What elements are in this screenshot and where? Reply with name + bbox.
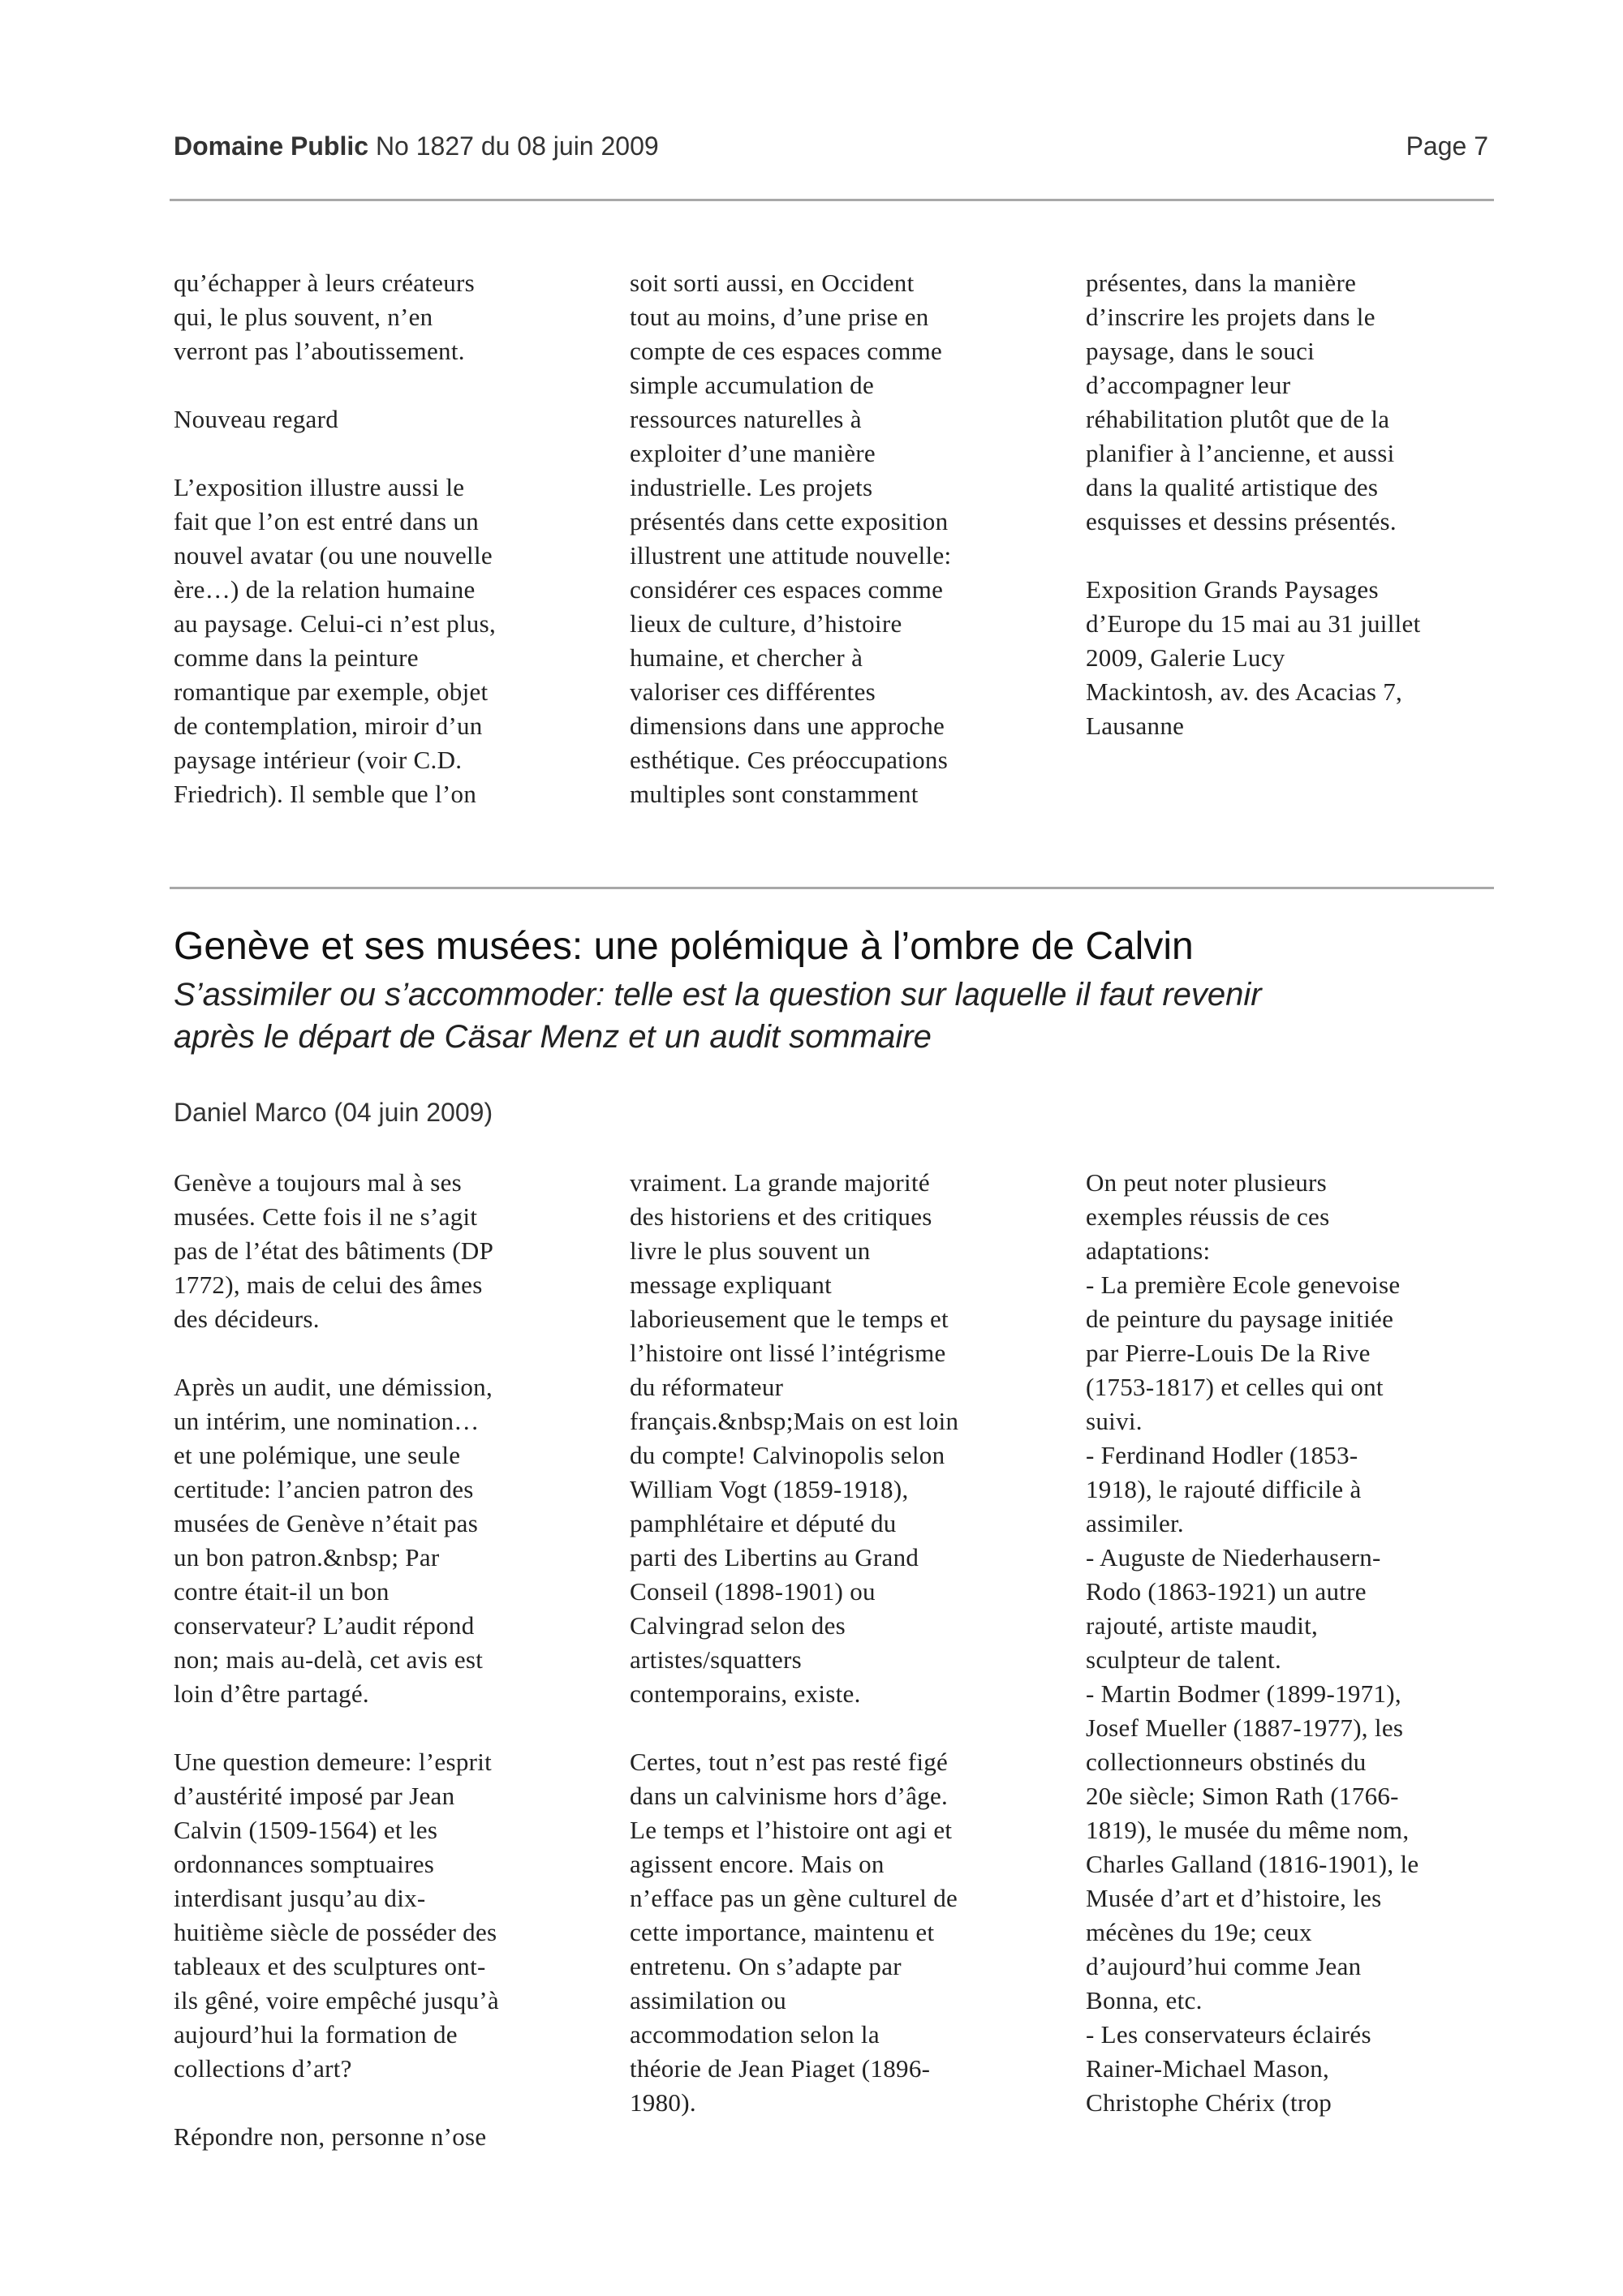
exhibition-info	[1086, 573, 1508, 743]
article-byline: Daniel Marco (04 juin 2009)	[174, 1098, 493, 1127]
text-line: esthétique. Ces préoccupations	[630, 746, 949, 774]
text-line: des décideurs.	[174, 1305, 320, 1333]
text-line: laborieusement que le temps et	[630, 1305, 949, 1333]
text-line: artistes/squatters	[630, 1645, 803, 1674]
paragraph	[174, 2120, 596, 2154]
text-line: l’histoire ont lissé l’intégrisme	[630, 1339, 946, 1367]
text-line: - Les conservateurs éclairés	[1086, 2020, 1371, 2049]
text-line: du compte! Calvinopolis selon	[630, 1441, 945, 1469]
text-line: William Vogt (1859-1918),	[630, 1475, 909, 1503]
text-line: soit sorti aussi, en Occident	[630, 269, 915, 297]
text-line: par Pierre-Louis De la Rive	[1086, 1339, 1371, 1367]
text-line: n’efface pas un gène culturel de	[630, 1884, 958, 1912]
text-line: du réformateur	[630, 1373, 784, 1401]
text-line: présentes, dans la manière	[1086, 269, 1357, 297]
text-line: huitième siècle de posséder des	[174, 1918, 497, 1946]
text-line: 20e siècle; Simon Rath (1766-	[1086, 1782, 1399, 1810]
text-line: verront pas l’aboutissement.	[174, 337, 465, 365]
prev-article-column-2	[630, 266, 1052, 811]
text-line: Répondre non, personne n’ose	[174, 2122, 487, 2151]
text-line: suivi.	[1086, 1407, 1143, 1435]
paragraph	[1086, 1166, 1508, 2120]
text-line: Charles Galland (1816-1901), le	[1086, 1850, 1419, 1878]
text-line: Calvin (1509-1564) et les	[174, 1816, 438, 1844]
text-line: Rainer-Michael Mason,	[1086, 2054, 1330, 2083]
text-line: ère…) de la relation humaine	[174, 575, 476, 604]
text-line: 1980).	[630, 2088, 696, 2117]
text-line: Bonna, etc.	[1086, 1986, 1203, 2014]
text-line: Mackintosh, av. des Acacias 7,	[1086, 677, 1403, 706]
text-line: cette importance, maintenu et	[630, 1918, 935, 1946]
text-line: 2009, Galerie Lucy	[1086, 643, 1285, 672]
text-line: Nouveau regard	[174, 405, 339, 433]
article-column-3	[1086, 1166, 1508, 2120]
text-line: français.&nbsp;Mais on est loin	[630, 1407, 959, 1435]
text-line: 1918), le rajouté difficile à	[1086, 1475, 1362, 1503]
text-line: paysage, dans le souci	[1086, 337, 1315, 365]
text-line: industrielle. Les projets	[630, 473, 873, 501]
paragraph	[1086, 266, 1508, 539]
text-line: adaptations:	[1086, 1236, 1211, 1265]
text-line: nouvel avatar (ou une nouvelle	[174, 541, 493, 570]
text-line: un intérim, une nomination…	[174, 1407, 480, 1435]
text-line: ils gêné, voire empêché jusqu’à	[174, 1986, 499, 2014]
text-line: des historiens et des critiques	[630, 1202, 932, 1231]
text-line: S’assimiler ou s’accommoder: telle est la question sur laquelle il faut revenir	[174, 977, 1262, 1013]
text-line: contre était-il un bon	[174, 1577, 390, 1606]
paragraph	[630, 1745, 1052, 2120]
paragraph	[630, 1166, 1052, 1711]
text-line: comme dans la peinture	[174, 643, 419, 672]
article-subtitle	[174, 974, 1505, 1058]
text-line: Après un audit, une démission,	[174, 1373, 493, 1401]
publication-name: Domaine Public	[174, 131, 369, 161]
text-line: présentés dans cette exposition	[630, 507, 949, 535]
text-line: dans la qualité artistique des	[1086, 473, 1379, 501]
text-line: ressources naturelles à	[630, 405, 862, 433]
page-header	[174, 131, 1488, 172]
text-line: message expliquant	[630, 1271, 833, 1299]
text-line: rajouté, artiste maudit,	[1086, 1611, 1319, 1640]
text-line: esquisses et dessins présentés.	[1086, 507, 1397, 535]
text-line: multiples sont constamment	[630, 780, 919, 808]
text-line: conservateur? L’audit répond	[174, 1611, 475, 1640]
text-line: un bon patron.&nbsp; Par	[174, 1543, 440, 1572]
text-line: Le temps et l’histoire ont agi et	[630, 1816, 953, 1844]
text-line: agissent encore. Mais on	[630, 1850, 885, 1878]
text-line: simple accumulation de	[630, 371, 875, 399]
text-line: certitude: l’ancien patron des	[174, 1475, 474, 1503]
text-line: d’inscrire les projets dans le	[1086, 303, 1375, 331]
text-line: valoriser ces différentes	[630, 677, 876, 706]
text-line: dimensions dans une approche	[630, 712, 945, 740]
text-line: musées de Genève n’était pas	[174, 1509, 479, 1537]
paragraph	[174, 266, 596, 368]
text-line: considérer ces espaces comme	[630, 575, 944, 604]
prev-article-column-3	[1086, 266, 1508, 743]
text-line: planifier à l’ancienne, et aussi	[1086, 439, 1395, 467]
text-line: de contemplation, miroir d’un	[174, 712, 483, 740]
article-separator-rule	[170, 887, 1494, 889]
text-line: loin d’être partagé.	[174, 1679, 369, 1708]
text-line: aujourd’hui la formation de	[174, 2020, 458, 2049]
text-line: accommodation selon la	[630, 2020, 880, 2049]
text-line: tout au moins, d’une prise en	[630, 303, 929, 331]
text-line: tableaux et des sculptures ont-	[174, 1952, 486, 1980]
text-line: L’exposition illustre aussi le	[174, 473, 465, 501]
text-line: paysage intérieur (voir C.D.	[174, 746, 463, 774]
text-line: ordonnances somptuaires	[174, 1850, 435, 1878]
section-heading	[174, 402, 596, 436]
text-line: - Ferdinand Hodler (1853-	[1086, 1441, 1358, 1469]
article-title: Genève et ses musées: une polémique à l’ombre de Calvin	[174, 925, 1194, 968]
text-line: - Martin Bodmer (1899-1971),	[1086, 1679, 1401, 1708]
text-line: réhabilitation plutôt que de la	[1086, 405, 1390, 433]
text-line: sculpteur de talent.	[1086, 1645, 1281, 1674]
text-line: Exposition Grands Paysages	[1086, 575, 1379, 604]
text-line: contemporains, existe.	[630, 1679, 861, 1708]
text-line: de peinture du paysage initiée	[1086, 1305, 1394, 1333]
paragraph	[174, 1166, 596, 1336]
text-line: Christophe Chérix (trop	[1086, 2088, 1332, 2117]
text-line: d’Europe du 15 mai au 31 juillet	[1086, 609, 1421, 638]
article-column-1	[174, 1166, 596, 2154]
issue-info: No 1827 du 08 juin 2009	[375, 131, 659, 161]
text-line: parti des Libertins au Grand	[630, 1543, 919, 1572]
text-line: Lausanne	[1086, 712, 1185, 740]
text-line: humaine, et chercher à	[630, 643, 863, 672]
header-rule	[170, 199, 1494, 201]
text-line: qui, le plus souvent, n’en	[174, 303, 433, 331]
text-line: Musée d’art et d’histoire, les	[1086, 1884, 1382, 1912]
text-line: qu’échapper à leurs créateurs	[174, 269, 476, 297]
text-line: exploiter d’une manière	[630, 439, 876, 467]
text-line: interdisant jusqu’au dix-	[174, 1884, 426, 1912]
text-line: 1819), le musée du même nom,	[1086, 1816, 1410, 1844]
text-line: entretenu. On s’adapte par	[630, 1952, 902, 1980]
paragraph	[174, 1370, 596, 1711]
paragraph	[174, 471, 596, 811]
text-line: illustrent une attitude nouvelle:	[630, 541, 952, 570]
text-line: d’austérité imposé par Jean	[174, 1782, 455, 1810]
text-line: pas de l’état des bâtiments (DP	[174, 1236, 494, 1265]
text-line: romantique par exemple, objet	[174, 677, 489, 706]
text-line: Josef Mueller (1887-1977), les	[1086, 1713, 1404, 1742]
text-line: au paysage. Celui-ci n’est plus,	[174, 609, 496, 638]
text-line: Calvingrad selon des	[630, 1611, 846, 1640]
text-line: Genève a toujours mal à ses	[174, 1168, 463, 1197]
text-line: Conseil (1898-1901) ou	[630, 1577, 876, 1606]
text-line: Rodo (1863-1921) un autre	[1086, 1577, 1367, 1606]
text-line: et une polémique, une seule	[174, 1441, 461, 1469]
text-line: Une question demeure: l’esprit	[174, 1748, 493, 1776]
text-line: musées. Cette fois il ne s’agit	[174, 1202, 478, 1231]
text-line: non; mais au-delà, cet avis est	[174, 1645, 484, 1674]
article-column-2	[630, 1166, 1052, 2120]
text-line: dans un calvinisme hors d’âge.	[630, 1782, 949, 1810]
text-line: lieux de culture, d’histoire	[630, 609, 902, 638]
text-line: assimilation ou	[630, 1986, 787, 2014]
text-line: Certes, tout n’est pas resté figé	[630, 1748, 949, 1776]
text-line: On peut noter plusieurs	[1086, 1168, 1328, 1197]
text-line: - Auguste de Niederhausern-	[1086, 1543, 1381, 1572]
text-line: mécènes du 19e; ceux	[1086, 1918, 1312, 1946]
text-line: vraiment. La grande majorité	[630, 1168, 930, 1197]
text-line: après le départ de Cäsar Menz et un audit sommaire	[174, 1019, 932, 1055]
text-line: exemples réussis de ces	[1086, 1202, 1330, 1231]
text-line: livre le plus souvent un	[630, 1236, 871, 1265]
paragraph	[174, 1745, 596, 2086]
text-line: d’aujourd’hui comme Jean	[1086, 1952, 1362, 1980]
paragraph	[630, 266, 1052, 811]
page-number: Page 7	[1406, 131, 1488, 161]
text-line: collectionneurs obstinés du	[1086, 1748, 1367, 1776]
text-line: pamphlétaire et député du	[630, 1509, 897, 1537]
text-line: assimiler.	[1086, 1509, 1184, 1537]
text-line: (1753-1817) et celles qui ont	[1086, 1373, 1384, 1401]
text-line: 1772), mais de celui des âmes	[174, 1271, 483, 1299]
text-line: compte de ces espaces comme	[630, 337, 943, 365]
text-line: fait que l’on est entré dans un	[174, 507, 480, 535]
text-line: théorie de Jean Piaget (1896-	[630, 2054, 931, 2083]
text-line: Friedrich). Il semble que l’on	[174, 780, 477, 808]
prev-article-column-1	[174, 266, 596, 811]
text-line: d’accompagner leur	[1086, 371, 1291, 399]
text-line: collections d’art?	[174, 2054, 352, 2083]
text-line: - La première Ecole genevoise	[1086, 1271, 1401, 1299]
